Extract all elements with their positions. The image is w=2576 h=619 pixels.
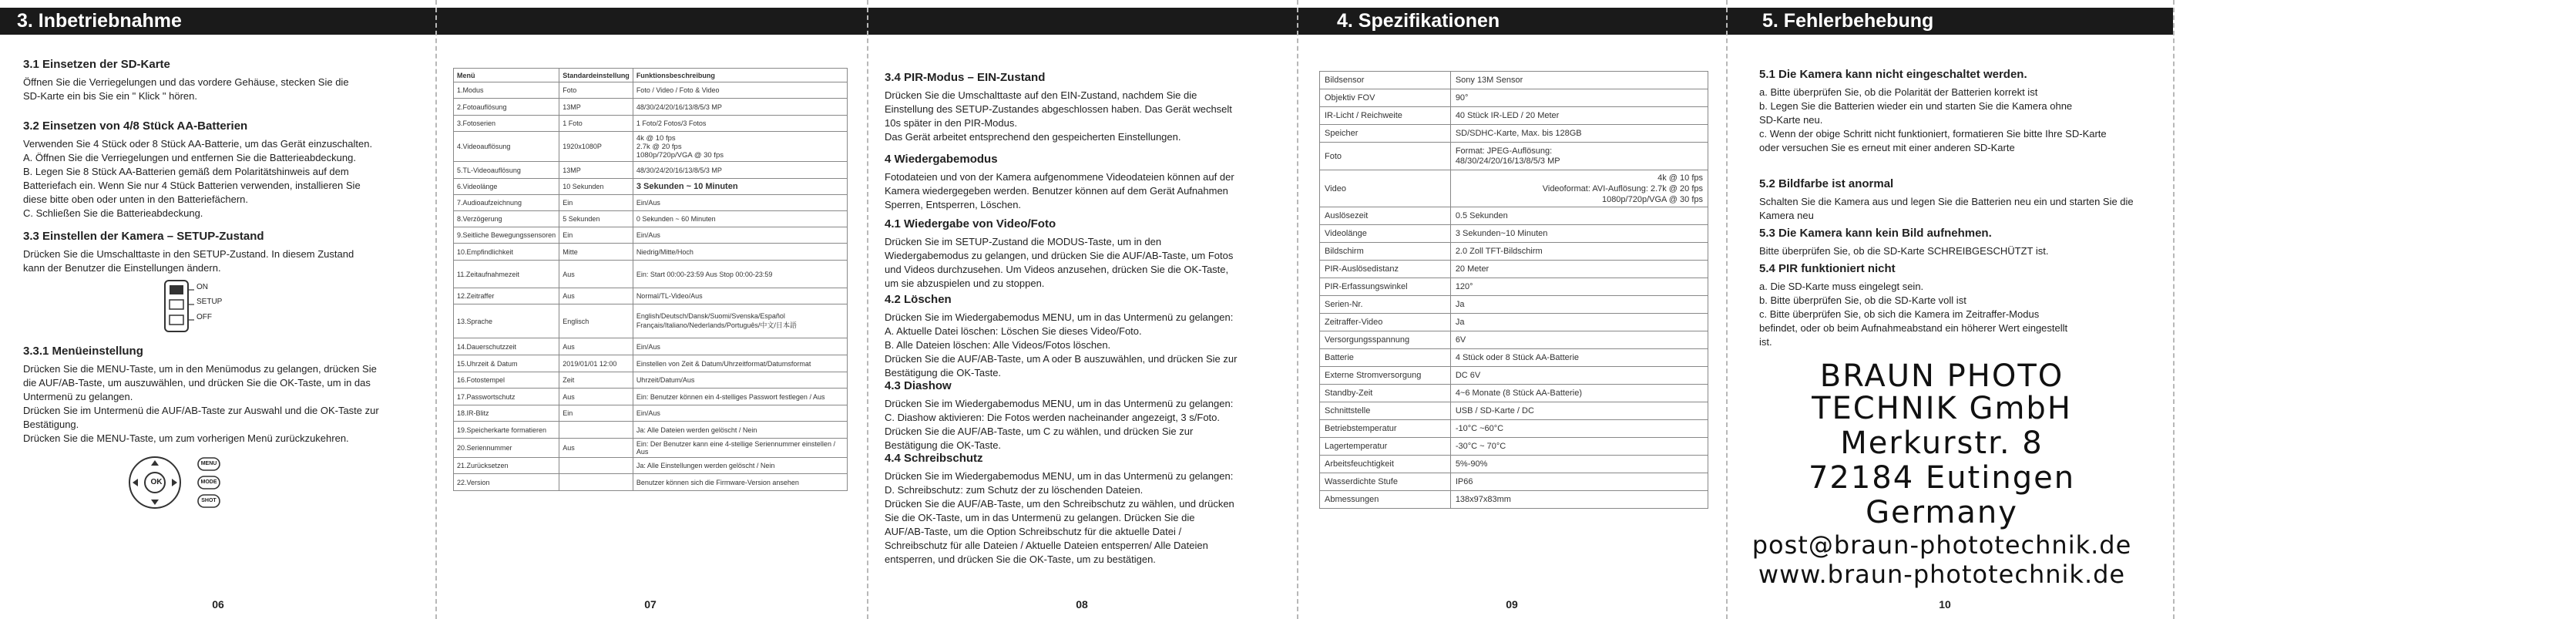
control-pad-icon — [127, 455, 243, 514]
text-line: Sperren, Entsperren, Löschen. — [885, 199, 1022, 210]
spec-row — [1320, 385, 1708, 402]
table-row — [454, 355, 848, 372]
spec-label: Abmessungen — [1320, 491, 1451, 509]
page-number: 06 — [212, 598, 224, 611]
mode-button-label: MODE — [200, 479, 217, 485]
spec-value: Sony 13M Sensor — [1450, 72, 1708, 89]
section-4-1 — [885, 217, 1289, 291]
spec-row — [1320, 243, 1708, 261]
table-cell: 48/30/24/20/16/13/8/5/3 MP — [633, 99, 847, 116]
text-line: A. Aktuelle Datei löschen: Löschen Sie dieses Video/Foto. — [885, 325, 1142, 337]
spec-label: Videolänge — [1320, 225, 1451, 243]
page6-header: 3. Inbetriebnahme — [17, 10, 182, 32]
spec-label: PIR-Erfassungswinkel — [1320, 278, 1451, 296]
section-title: 5.1 Die Kamera kann nicht eingeschaltet werden. — [1759, 68, 2027, 81]
table-cell: Ein/Aus — [633, 338, 847, 355]
switch-label-setup: SETUP — [196, 298, 223, 306]
table-cell: Ein/Aus — [633, 405, 847, 422]
company-name-line2: TECHNIK GmbH — [1812, 391, 2072, 426]
company-country: Germany — [1866, 495, 2018, 530]
page-separator — [435, 0, 437, 619]
table-cell: 8.Verzögerung — [454, 211, 559, 227]
table-header-row — [454, 69, 848, 82]
company-email-link[interactable]: post@braun-phototechnik.de — [1751, 530, 2132, 560]
section-title: 3.4 PIR-Modus – EIN-Zustand — [885, 71, 1046, 84]
text-line: C. Diashow aktivieren: Die Fotos werden nacheinander angezeigt, 3 s/Foto. — [885, 412, 1221, 423]
table-cell: Aus — [559, 261, 633, 288]
table-row — [454, 244, 848, 261]
spec-value: 90° — [1450, 89, 1708, 107]
table-cell: 11.Zeitaufnahmezeit — [454, 261, 559, 288]
section-title: 5.4 PIR funktioniert nicht — [1759, 262, 1896, 275]
section-title: 4 Wiedergabemodus — [885, 153, 998, 166]
text-line: B. Alle Dateien löschen: Alle Videos/Fotos löschen. — [885, 339, 1111, 351]
table-cell: Ein — [559, 227, 633, 244]
section-5-2 — [1759, 177, 2168, 223]
spec-row — [1320, 107, 1708, 125]
text-line: b. Legen Sie die Batterien wieder ein und starten Sie die Kamera ohne — [1759, 100, 2073, 112]
spec-row — [1320, 314, 1708, 331]
text-line: Drücken Sie im Wiedergabemodus MENU, um in das Untermenü zu gelangen: — [885, 470, 1234, 482]
spec-value: Format: JPEG-Auflösung: 48/30/24/20/16/13/8/5/3 MP — [1450, 143, 1708, 170]
spec-value: 2.0 Zoll TFT-Bildschirm — [1450, 243, 1708, 261]
table-cell: 12.Zeitraffer — [454, 288, 559, 304]
company-city: 72184 Eutingen — [1808, 460, 2076, 496]
table-row — [454, 116, 848, 132]
table-cell: Aus — [559, 288, 633, 304]
section-4-2 — [885, 293, 1289, 380]
table-cell: 20.Seriennummer — [454, 439, 559, 458]
shot-button-label: SHOT — [201, 498, 217, 503]
spec-value: 4~6 Monate (8 Stück AA-Batterie) — [1450, 385, 1708, 402]
spec-value: 6V — [1450, 331, 1708, 349]
table-cell: Aus — [559, 389, 633, 405]
page-number: 07 — [644, 598, 657, 611]
spec-label: Betriebstemperatur — [1320, 420, 1451, 438]
spec-label: Speicher — [1320, 125, 1451, 143]
text-line: befindet, oder ob beim Aufnahmeabstand ein höherer Wert eingestellt — [1759, 322, 2068, 334]
text-line: diese bitte oben oder unten in den Batteriefächern. — [23, 193, 248, 205]
table-row — [454, 439, 848, 458]
text-line: Drücken Sie die Umschalttaste auf den EIN-Zustand, nachdem Sie die — [885, 89, 1197, 101]
table-cell: Zeit — [559, 372, 633, 389]
spec-row — [1320, 420, 1708, 438]
table-cell: 5 Sekunden — [559, 211, 633, 227]
menu-button-label: MENU — [200, 461, 217, 466]
text-line: oder versuchen Sie es erneut mit einer anderen SD-Karte — [1759, 142, 2015, 153]
table-cell: Ja: Alle Einstellungen werden gelöscht / Nein — [633, 458, 847, 474]
page-number: 10 — [1939, 598, 1951, 611]
spec-label: Bildsensor — [1320, 72, 1451, 89]
spec-row — [1320, 261, 1708, 278]
spec-row — [1320, 278, 1708, 296]
table-row — [454, 162, 848, 179]
spec-row — [1320, 331, 1708, 349]
table-cell: 1.Modus — [454, 82, 559, 99]
table-cell: 3.Fotoserien — [454, 116, 559, 132]
text-line: Das Gerät arbeitet entsprechend den gespeicherten Einstellungen. — [885, 131, 1181, 143]
text-line: Schalten Sie die Kamera aus und legen Sie die Batterien neu ein und starten Sie die — [1759, 196, 2134, 207]
section-title: 4.4 Schreibschutz — [885, 452, 983, 465]
spec-value: 40 Stück IR-LED / 20 Meter — [1450, 107, 1708, 125]
spec-label: PIR-Auslösedistanz — [1320, 261, 1451, 278]
spec-value: SD/SDHC-Karte, Max. bis 128GB — [1450, 125, 1708, 143]
menu-settings-table — [453, 68, 848, 491]
table-cell: Foto — [559, 82, 633, 99]
page-number: 08 — [1076, 598, 1088, 611]
text-line: c. Wenn der obige Schritt nicht funktioniert, formatieren Sie bitte Ihre SD-Karte — [1759, 128, 2107, 140]
text-line: Kamera neu — [1759, 210, 1814, 221]
text-line: Drücken Sie die AUF/AB-Taste, um C zu wählen, und drücken Sie zur — [885, 426, 1194, 437]
table-row — [454, 82, 848, 99]
spec-value: 5%-90% — [1450, 456, 1708, 473]
spec-row — [1320, 296, 1708, 314]
table-cell: Ja: Alle Dateien werden gelöscht / Nein — [633, 422, 847, 439]
table-cell: Uhrzeit/Datum/Aus — [633, 372, 847, 389]
spec-row — [1320, 143, 1708, 170]
spec-value: -10°C ~60°C — [1450, 420, 1708, 438]
spec-value: 4k @ 10 fps Videoformat: AVI-Auflösung: 2.7k @ 20 fps 1080p/720p/VGA @ 30 fps — [1450, 170, 1708, 207]
text-line: die AUF/AB-Taste, um auszuwählen, und drücken Sie die OK-Taste, um in das — [23, 377, 371, 389]
table-cell: 1920x1080P — [559, 132, 633, 162]
switch-label-on: ON — [196, 283, 208, 291]
spec-row — [1320, 438, 1708, 456]
table-cell: 2.Fotoauflösung — [454, 99, 559, 116]
spec-label: Arbeitsfeuchtigkeit — [1320, 456, 1451, 473]
text-line: Bestätigung die OK-Taste. — [885, 367, 1002, 378]
section-5-1 — [1759, 68, 2168, 155]
spec-label: Batterie — [1320, 349, 1451, 367]
text-line: SD-Karte neu. — [1759, 114, 1823, 126]
table-cell: 16.Fotostempel — [454, 372, 559, 389]
table-cell: 13MP — [559, 99, 633, 116]
spec-row — [1320, 225, 1708, 243]
switch-label-off: OFF — [196, 313, 212, 321]
text-line: Einstellung des SETUP-Zustandes abgeschlossen haben. Das Gerät wechselt — [885, 103, 1232, 115]
table-cell: Benutzer können sich die Firmware-Version ansehen — [633, 474, 847, 491]
spec-value: Ja — [1450, 314, 1708, 331]
text-line: entsperren, und drücken Sie die OK-Taste, um zu bestätigen. — [885, 553, 1156, 565]
text-line: b. Bitte überprüfen Sie, ob die SD-Karte voll ist — [1759, 294, 1966, 306]
spec-label: Lagertemperatur — [1320, 438, 1451, 456]
text-line: a. Die SD-Karte muss eingelegt sein. — [1759, 281, 1924, 292]
table-cell: Aus — [559, 338, 633, 355]
spec-row — [1320, 473, 1708, 491]
table-cell — [559, 458, 633, 474]
text-line: Kamera wiedergegeben werden. Benutzer können auf dem Gerät Aufnahmen — [885, 185, 1228, 197]
text-line: Drücken Sie die MENU-Taste, um zum vorherigen Menü zurückzukehren. — [23, 432, 349, 444]
spec-value: USB / SD-Karte / DC — [1450, 402, 1708, 420]
text-line: Drücken Sie im Wiedergabemodus MENU, um in das Untermenü zu gelangen: — [885, 311, 1234, 323]
spec-row — [1320, 491, 1708, 509]
spec-row — [1320, 72, 1708, 89]
spec-value: 4 Stück oder 8 Stück AA-Batterie — [1450, 349, 1708, 367]
table-row — [454, 179, 848, 195]
company-street: Merkurstr. 8 — [1840, 426, 2044, 461]
text-line: C. Schließen Sie die Batterieabdeckung. — [23, 207, 203, 219]
table-cell: 13MP — [559, 162, 633, 179]
section-title: 3.1 Einsetzen der SD-Karte — [23, 58, 170, 71]
text-line: D. Schreibschutz: zum Schutz der zu löschenden Dateien. — [885, 484, 1144, 496]
table-cell: 3 Sekunden ~ 10 Minuten — [633, 179, 847, 195]
text-line: Drücken Sie die MENU-Taste, um in den Menümodus zu gelangen, drücken Sie — [23, 363, 377, 375]
table-cell: 1 Foto — [559, 116, 633, 132]
spec-value: IP66 — [1450, 473, 1708, 491]
table-cell: Normal/TL-Video/Aus — [633, 288, 847, 304]
table-row — [454, 405, 848, 422]
section-title: 5.2 Bildfarbe ist anormal — [1759, 177, 1894, 190]
table-cell — [559, 474, 633, 491]
text-line: Öffnen Sie die Verriegelungen und das vordere Gehäuse, stecken Sie die — [23, 76, 349, 88]
section-5-4 — [1759, 262, 2168, 349]
page-separator — [867, 0, 868, 619]
table-cell: 10.Empfindlichkeit — [454, 244, 559, 261]
table-row — [454, 99, 848, 116]
text-line: Drücken Sie im Untermenü die AUF/AB-Taste zur Auswahl und die OK-Taste zur — [23, 405, 379, 416]
table-cell: Niedrig/Mitte/Hoch — [633, 244, 847, 261]
spec-label: Schnittstelle — [1320, 402, 1451, 420]
spec-value: 120° — [1450, 278, 1708, 296]
text-line: A. Öffnen Sie die Verriegelungen und entfernen Sie die Batterieabdeckung. — [23, 152, 356, 163]
table-row — [454, 389, 848, 405]
section-3-3-1 — [23, 345, 432, 446]
section-title: 3.3.1 Menüeinstellung — [23, 345, 143, 358]
text-line: AUF/AB-Taste, um die Option Schreibschutz für die aktuelle Datei / — [885, 526, 1182, 537]
section-title: 4.2 Löschen — [885, 293, 952, 306]
table-cell: 19.Speicherkarte formatieren — [454, 422, 559, 439]
table-cell: Ein: Benutzer können ein 4-stelliges Passwort festlegen / Aus — [633, 389, 847, 405]
text-line: Bestätigung. — [23, 419, 79, 430]
company-website-link[interactable]: www.braun-phototechnik.de — [1758, 560, 2126, 589]
table-cell: 10 Sekunden — [559, 179, 633, 195]
table-cell: 9.Seitliche Bewegungssensoren — [454, 227, 559, 244]
page10-header: 5. Fehlerbehebung — [1762, 10, 1934, 32]
spec-value: DC 6V — [1450, 367, 1708, 385]
text-line: Bestätigung die OK-Taste. — [885, 439, 1002, 451]
spec-row — [1320, 367, 1708, 385]
spec-table — [1319, 71, 1708, 509]
table-cell: 7.Audioaufzeichnung — [454, 195, 559, 211]
section-4-3 — [885, 379, 1289, 452]
table-cell: 1 Foto/2 Fotos/3 Fotos — [633, 116, 847, 132]
spec-label: Video — [1320, 170, 1451, 207]
table-cell: 6.Videolänge — [454, 179, 559, 195]
table-cell: 17.Passwortschutz — [454, 389, 559, 405]
table-cell: 0 Sekunden ~ 60 Minuten — [633, 211, 847, 227]
spec-label: Auslösezeit — [1320, 207, 1451, 225]
table-cell: Ein — [559, 195, 633, 211]
spec-label: Foto — [1320, 143, 1451, 170]
section-4 — [885, 153, 1289, 212]
text-line: ist. — [1759, 336, 1772, 348]
company-name-line1: BRAUN PHOTO — [1819, 358, 2064, 394]
text-line: Batteriefach ein. Wenn Sie nur 4 Stück Batterien verwenden, installieren Sie — [23, 180, 361, 191]
spec-label: Standby-Zeit — [1320, 385, 1451, 402]
table-row — [454, 261, 848, 288]
spec-label: Bildschirm — [1320, 243, 1451, 261]
table-cell: 13.Sprache — [454, 304, 559, 338]
table-cell: 2019/01/01 12:00 — [559, 355, 633, 372]
table-header-cell: Menü — [454, 69, 559, 82]
table-cell: 15.Uhrzeit & Datum — [454, 355, 559, 372]
table-row — [454, 288, 848, 304]
table-cell: 14.Dauerschutzzeit — [454, 338, 559, 355]
table-cell: Ein — [559, 405, 633, 422]
text-line: c. Bitte überprüfen Sie, ob sich die Kamera im Zeitraffer-Modus — [1759, 308, 2040, 320]
text-line: Drücken Sie im Wiedergabemodus MENU, um in das Untermenü zu gelangen: — [885, 398, 1234, 409]
text-line: Wiedergabemodus zu gelangen, und drücken Sie die AUF/AB-Taste, um Fotos — [885, 250, 1234, 261]
text-line: B. Legen Sie 8 Stück AA-Batterien gemäß dem Polaritätshinweis auf dem — [23, 166, 349, 177]
spec-label: IR-Licht / Reichweite — [1320, 107, 1451, 125]
spec-row — [1320, 402, 1708, 420]
text-line: Untermenü zu gelangen. — [23, 391, 133, 402]
text-line: Fotodateien und von der Kamera aufgenommene Videodateien können auf der — [885, 171, 1234, 183]
text-line: SD-Karte ein bis Sie ein " Klick " hören. — [23, 90, 197, 102]
text-line: kann der Benutzer die Einstellungen ändern. — [23, 262, 221, 274]
table-row — [454, 458, 848, 474]
spec-value: 20 Meter — [1450, 261, 1708, 278]
table-cell: Ein/Aus — [633, 227, 847, 244]
spec-row — [1320, 207, 1708, 225]
table-cell: Mitte — [559, 244, 633, 261]
text-line: und Videos durchzusehen. Um Videos anzusehen, drücken Sie die OK-Taste, — [885, 264, 1229, 275]
ok-button-label: OK — [150, 478, 163, 486]
section-3-2 — [23, 119, 432, 220]
spec-label: Zeitraffer-Video — [1320, 314, 1451, 331]
section-4-4 — [885, 452, 1289, 567]
text-line: 10s später in den PIR-Modus. — [885, 117, 1017, 129]
text-line: Drücken Sie die AUF/AB-Taste, um den Schreibschutz zu wählen, und drücken — [885, 498, 1234, 510]
spec-row — [1320, 89, 1708, 107]
text-line: Bitte überprüfen Sie, ob die SD-Karte SCHREIBGESCHÜTZT ist. — [1759, 245, 2049, 257]
section-title: 5.3 Die Kamera kann kein Bild aufnehmen. — [1759, 227, 1992, 240]
spec-label: Externe Stromversorgung — [1320, 367, 1451, 385]
section-title: 3.3 Einstellen der Kamera – SETUP-Zustand — [23, 230, 264, 243]
table-cell — [559, 422, 633, 439]
table-row — [454, 304, 848, 338]
spec-value: 0.5 Sekunden — [1450, 207, 1708, 225]
spec-value: 3 Sekunden~10 Minuten — [1450, 225, 1708, 243]
table-row — [454, 227, 848, 244]
spec-value: -30°C ~ 70°C — [1450, 438, 1708, 456]
table-row — [454, 338, 848, 355]
spec-label: Versorgungsspannung — [1320, 331, 1451, 349]
table-cell: 18.IR-Blitz — [454, 405, 559, 422]
section-3-4 — [885, 71, 1289, 144]
section-title: 4.1 Wiedergabe von Video/Foto — [885, 217, 1056, 230]
table-row — [454, 195, 848, 211]
table-cell: Einstellen von Zeit & Datum/Uhrzeitformat/Datumsformat — [633, 355, 847, 372]
table-cell: 4k @ 10 fps 2.7k @ 20 fps 1080p/720p/VGA @ 30 fps — [633, 132, 847, 162]
table-cell: Aus — [559, 439, 633, 458]
table-cell: English/Deutsch/Dansk/Suomi/Svenska/Español Français/Italiano/Nederlands/Português/中文/日本語 — [633, 304, 847, 338]
spec-label: Serien-Nr. — [1320, 296, 1451, 314]
text-line: Drücken Sie im SETUP-Zustand die MODUS-Taste, um in den — [885, 236, 1162, 247]
section-5-3 — [1759, 227, 2168, 258]
table-row — [454, 422, 848, 439]
table-cell: Englisch — [559, 304, 633, 338]
spec-label: Objektiv FOV — [1320, 89, 1451, 107]
spec-value: Ja — [1450, 296, 1708, 314]
spec-row — [1320, 170, 1708, 207]
text-line: Schreibschutz für alle Dateien / Aktuelle Dateien entsperren/ Alle Dateien — [885, 540, 1208, 551]
spec-label: Wasserdichte Stufe — [1320, 473, 1451, 491]
table-cell: 48/30/24/20/16/13/8/5/3 MP — [633, 162, 847, 179]
table-row — [454, 372, 848, 389]
table-header-cell: Standardeinstellung — [559, 69, 633, 82]
page9-header: 4. Spezifikationen — [1337, 10, 1500, 32]
table-cell: 22.Version — [454, 474, 559, 491]
table-row — [454, 211, 848, 227]
text-line: Drücken Sie die AUF/AB-Taste, um A oder B auszuwählen, und drücken Sie zur — [885, 353, 1238, 365]
spec-row — [1320, 456, 1708, 473]
text-line: um sie abzuspielen und zu stoppen. — [885, 278, 1045, 289]
table-cell: 5.TL-Videoauflösung — [454, 162, 559, 179]
table-header-cell: Funktionsbeschreibung — [633, 69, 847, 82]
table-cell: Ein: Start 00:00-23:59 Aus Stop 00:00-23:59 — [633, 261, 847, 288]
table-cell: Ein/Aus — [633, 195, 847, 211]
text-line: Verwenden Sie 4 Stück oder 8 Stück AA-Batterie, um das Gerät einzuschalten. — [23, 138, 373, 150]
table-row — [454, 132, 848, 162]
page-separator — [1297, 0, 1298, 619]
table-cell: Ein: Der Benutzer kann eine 4-stellige Seriennummer einstellen / Aus — [633, 439, 847, 458]
page-number: 09 — [1506, 598, 1518, 611]
text-line: a. Bitte überprüfen Sie, ob die Polarität der Batterien korrekt ist — [1759, 86, 2038, 98]
text-line: Drücken Sie die Umschalttaste in den SETUP-Zustand. In diesem Zustand — [23, 248, 354, 260]
spec-value: 138x97x83mm — [1450, 491, 1708, 509]
section-title: 3.2 Einsetzen von 4/8 Stück AA-Batterien — [23, 119, 248, 133]
section-title: 4.3 Diashow — [885, 379, 952, 392]
spec-row — [1320, 349, 1708, 367]
table-cell: 4.Videoauflösung — [454, 132, 559, 162]
section-3-1 — [23, 58, 424, 103]
table-cell: 21.Zurücksetzen — [454, 458, 559, 474]
text-line: Sie die OK-Taste, um in das Untermenü zu gelangen. Drücken Sie die — [885, 512, 1195, 523]
section-3-3 — [23, 230, 432, 275]
table-cell: Foto / Video / Foto & Video — [633, 82, 847, 99]
spec-row — [1320, 125, 1708, 143]
table-row — [454, 474, 848, 491]
